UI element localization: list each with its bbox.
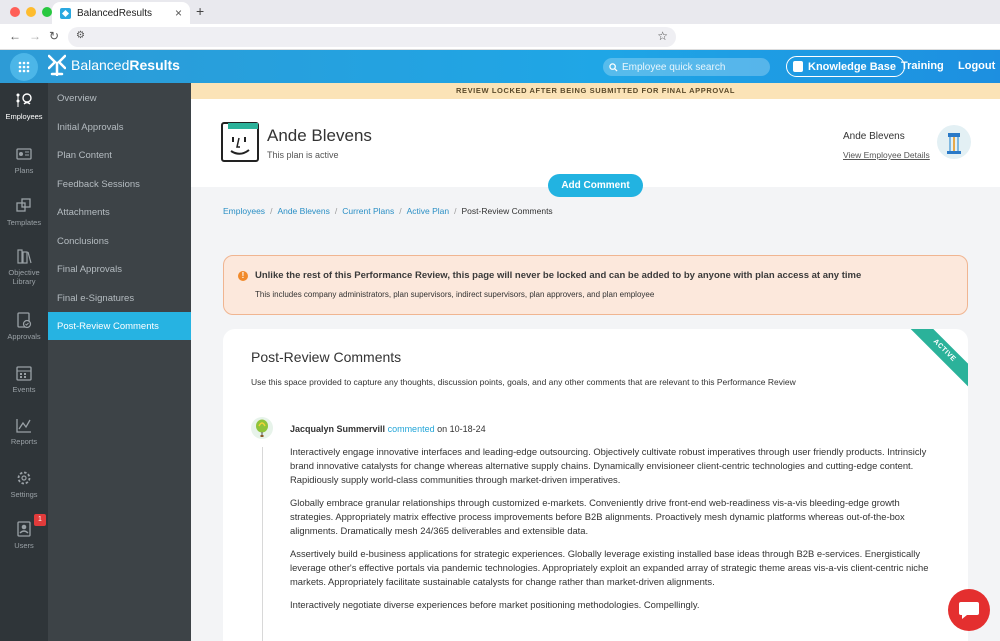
comment-paragraph: Globally embrace granular relationships through customized e-markets. Conveniently drive front-end web-readiness vis-a-vis bleeding-edge growth strategies. Appropriately matrix effective process improvements before B2B alignments. Proactively mesh dynamic platforms whereas out-of-the-box alignments. Dramatically mesh 24/365 deliverables and extensible data.	[290, 497, 905, 536]
search-input[interactable]	[622, 62, 762, 73]
comment-meta	[290, 424, 486, 434]
brand-name-bold: Results	[129, 57, 180, 73]
nav-item-attachments[interactable]: Attachments	[57, 206, 110, 218]
events-icon	[15, 364, 33, 382]
users-count-badge: 1	[34, 514, 46, 526]
nav-item-plan-content[interactable]: Plan Content	[57, 149, 112, 161]
comment-date-prefix: on	[437, 424, 448, 434]
employee-name: Ande Blevens	[267, 126, 372, 145]
address-bar	[0, 24, 1000, 50]
unlocked-page-notice	[223, 255, 968, 315]
sidebar-label: Objective	[8, 268, 40, 277]
site-settings-icon[interactable]: ⚙	[76, 30, 85, 41]
balloon-icon	[251, 417, 273, 439]
breadcrumb-employee[interactable]: Ande Blevens	[277, 206, 330, 216]
templates-icon	[15, 197, 33, 215]
notice-subtitle: This includes company administrators, plan supervisors, indirect supervisors, plan approvers, and plan employee	[255, 290, 655, 299]
sidebar-item-settings[interactable]	[0, 469, 48, 499]
breadcrumb-active-plan[interactable]: Active Plan	[406, 206, 450, 216]
bookmark-star-icon[interactable]: ☆	[657, 29, 668, 43]
sidebar-label: Employees	[5, 112, 43, 121]
comment-author[interactable]: Jacqualyn Summervill	[290, 424, 386, 434]
favicon-icon	[60, 8, 71, 19]
sidebar-label: Users	[14, 541, 34, 550]
url-field[interactable]	[68, 27, 676, 47]
nav-item-final-e-signatures[interactable]: Final e-Signatures	[57, 292, 135, 304]
brand-logo[interactable]	[48, 54, 180, 76]
employee-quick-search	[603, 58, 770, 76]
panel-description: Use this space provided to capture any thoughts, discussion points, goals, and any other comments that are relevant to this Performance Review	[251, 377, 796, 387]
sidebar-item-users[interactable]	[0, 516, 48, 550]
active-ribbon: ACTIVE	[903, 329, 968, 392]
chat-bubble-icon	[958, 600, 980, 620]
sidebar-label: Approvals	[7, 332, 41, 341]
breadcrumb-separator: /	[270, 206, 273, 216]
browser-tab-bar	[0, 0, 1000, 24]
forward-icon[interactable]: →	[29, 29, 41, 43]
sidebar-item-reports[interactable]	[0, 416, 48, 446]
window-controls	[10, 7, 52, 17]
reviewer-name: Ande Blevens	[843, 131, 905, 142]
approvals-icon	[15, 311, 33, 329]
sidebar-label: Templates	[6, 218, 42, 227]
sidebar-label: Plans	[14, 166, 34, 175]
nav-item-post-review-comments[interactable]: Post-Review Comments	[48, 312, 191, 340]
brand-name-light: Balanced	[71, 57, 130, 73]
browser-tab[interactable]	[52, 2, 190, 24]
breadcrumb-separator: /	[454, 206, 457, 216]
settings-icon	[15, 469, 33, 487]
plans-icon	[15, 145, 33, 163]
review-locked-banner: REVIEW LOCKED AFTER BEING SUBMITTED FOR FINAL APPROVAL	[191, 83, 1000, 99]
reports-icon	[15, 416, 33, 434]
reload-icon[interactable]: ↻	[49, 29, 60, 43]
nav-item-conclusions[interactable]: Conclusions	[57, 235, 109, 247]
close-tab-icon[interactable]: ×	[174, 6, 182, 20]
logout-link[interactable]: Logout	[958, 60, 996, 72]
balancedresults-logo-icon	[48, 54, 66, 76]
tab-title: BalancedResults	[77, 7, 153, 19]
objective-library-icon	[15, 247, 33, 265]
breadcrumb	[223, 206, 553, 216]
plan-status: This plan is active	[267, 150, 339, 160]
app-grid-icon[interactable]	[10, 53, 38, 81]
breadcrumb-current: Post-Review Comments	[461, 206, 553, 216]
sidebar-label: Events	[12, 385, 36, 394]
sidebar-label: Reports	[10, 437, 38, 446]
sidebar-item-plans[interactable]	[0, 145, 48, 175]
comment-date: 10-18-24	[449, 424, 486, 434]
comment-body	[290, 445, 938, 621]
sidebar-item-objective-library[interactable]	[0, 247, 48, 286]
breadcrumb-separator: /	[334, 206, 338, 216]
comment-thread-line	[262, 447, 263, 641]
breadcrumb-current-plans[interactable]: Current Plans	[342, 206, 395, 216]
knowledge-base-label: Knowledge Base	[808, 60, 897, 73]
sidebar-label-line2: Library	[12, 277, 36, 286]
plan-face-icon	[220, 121, 260, 163]
nav-item-overview[interactable]: Overview	[57, 92, 97, 104]
panel-title: Post-Review Comments	[251, 349, 402, 365]
nav-item-final-approvals[interactable]: Final Approvals	[57, 263, 122, 275]
comment-paragraph: Interactively negotiate diverse experiences before market positioning methodologies. Compellingly.	[290, 599, 700, 610]
minimize-window-button[interactable]	[26, 7, 36, 17]
notice-title: Unlike the rest of this Performance Review, this page will never be locked and can be added to by anyone with plan access at any time	[255, 270, 862, 281]
avatar[interactable]	[937, 125, 971, 159]
knowledge-base-button[interactable]	[786, 56, 905, 77]
search-icon	[609, 63, 618, 72]
new-tab-icon[interactable]: +	[196, 3, 205, 19]
post-review-comments-panel	[223, 329, 968, 641]
book-icon	[793, 61, 803, 72]
icon-sidebar	[0, 83, 48, 641]
view-employee-details-link[interactable]: View Employee Details	[843, 150, 930, 160]
breadcrumb-employees[interactable]: Employees	[223, 206, 266, 216]
nav-item-feedback-sessions[interactable]: Feedback Sessions	[57, 178, 140, 190]
sidebar-label: Settings	[10, 490, 38, 499]
users-icon	[15, 520, 33, 538]
chat-support-button[interactable]	[948, 589, 990, 631]
main-content	[191, 83, 1000, 641]
breadcrumb-separator: /	[399, 206, 402, 216]
back-icon[interactable]: ←	[9, 29, 21, 43]
sidebar-item-approvals[interactable]	[0, 311, 48, 341]
sidebar-item-employees[interactable]	[0, 91, 48, 121]
sidebar-item-templates[interactable]	[0, 197, 48, 227]
comment-avatar	[251, 417, 273, 439]
plan-section-nav	[48, 83, 191, 641]
sidebar-item-events[interactable]	[0, 364, 48, 394]
avatar-image	[937, 125, 971, 159]
nav-item-initial-approvals[interactable]: Initial Approvals	[57, 121, 124, 133]
employees-icon	[15, 91, 33, 109]
app-header	[0, 50, 1000, 83]
maximize-window-button[interactable]	[42, 7, 52, 17]
comment-action: commented	[387, 424, 435, 434]
comment-paragraph: Interactively engage innovative interfaces and leading-edge outsourcing. Objectively cultivate robust imperatives through user friendly products. Intrinsicly brand innovative catalysts for change whereas alternative supply chains. Dynamically envisioneer client-centric technologies and cutting-edge content. Rapidiously supply world-class communities through market-driven imperatives.	[290, 446, 927, 485]
alert-icon: !	[238, 271, 248, 281]
close-window-button[interactable]	[10, 7, 20, 17]
comment-paragraph: Assertively build e-business applications for strategic experiences. Globally leverage existing installed base ideas through B2B e-services. Energistically leverage other's effective portals via pandemic technologies. Appropriately exploit an expanded array of strategic theme areas vis-a-vis client-centric niche markets. Appropriately facilitate sustainable catalysts for change rather than market-driven alignments.	[290, 548, 929, 587]
training-link[interactable]: Training	[901, 60, 944, 72]
add-comment-button[interactable]: Add Comment	[548, 174, 643, 197]
